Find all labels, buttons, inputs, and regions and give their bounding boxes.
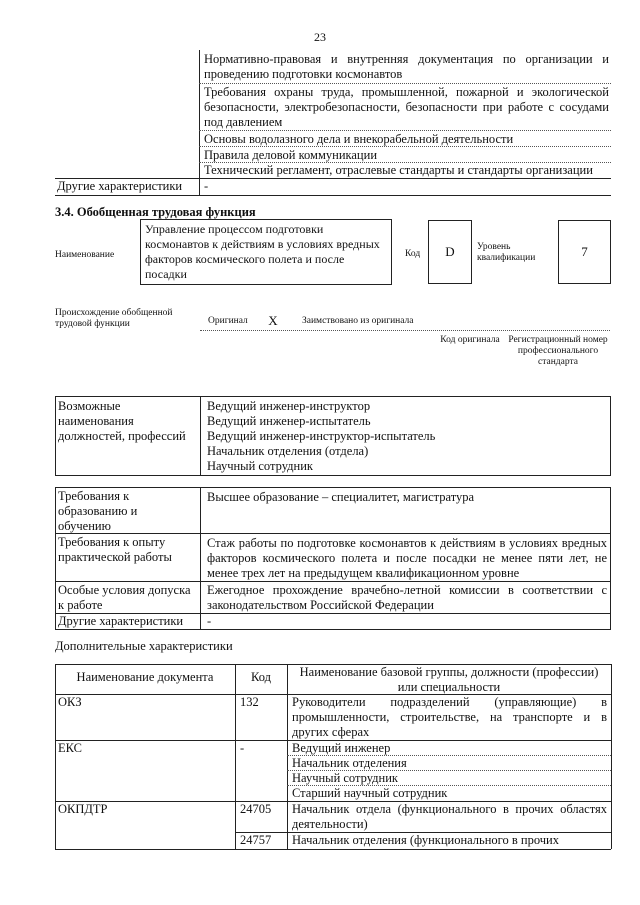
- header-doc-name: Наименование документа: [76, 670, 214, 684]
- code-label: Код: [405, 249, 421, 259]
- requirement-value: Ежегодное прохождение врачебно-летной комиссии в соответствии с законодательством Российской Федерации: [207, 583, 607, 612]
- position-item: Ведущий инженер-инструктор-испытатель: [207, 429, 436, 443]
- original-label: Оригинал: [208, 316, 248, 326]
- row-name: Старший научный сотрудник: [292, 786, 448, 800]
- row-code: 24757: [240, 833, 272, 847]
- row-name: Начальник отдела (функционального в прочих областях деятельности): [292, 802, 607, 831]
- code-original-label: Код оригинала: [440, 335, 500, 345]
- reg-number-label: Регистрационный номер профессионального стандарта: [508, 335, 608, 367]
- row-doc: ОКПДТР: [58, 802, 108, 816]
- row-name: Начальник отделения (функционального в прочих: [292, 833, 559, 847]
- top-item: Технический регламент, отраслевые стандарты и стандарты организации: [204, 163, 593, 177]
- row-code: 132: [240, 695, 259, 709]
- requirement-label: Другие характеристики: [58, 614, 184, 628]
- row-name: Научный сотрудник: [292, 771, 398, 785]
- level-value: 7: [581, 244, 588, 259]
- requirement-label: Особые условия допуска к работе: [58, 583, 191, 612]
- row-name: Руководители подразделений (управляющие) в промышленности, строительстве, на транспорте и в других сферах: [292, 695, 607, 739]
- position-item: Начальник отделения (отдела): [207, 444, 369, 458]
- header-group-name: Наименование базовой группы, должности (профессии) или специальности: [299, 665, 599, 694]
- page-number: 23: [314, 30, 326, 44]
- requirement-label: Требования к опыту практической работы: [58, 535, 172, 564]
- code-value: D: [445, 244, 455, 259]
- position-item: Ведущий инженер-инструктор: [207, 399, 371, 413]
- top-item: Правила деловой коммуникации: [204, 148, 378, 162]
- position-item: Научный сотрудник: [207, 459, 313, 473]
- row-code: -: [240, 741, 245, 755]
- row-name: Ведущий инженер: [292, 741, 391, 755]
- row-code: 24705: [240, 802, 272, 816]
- top-item: Требования охраны труда, промышленной, пожарной и экологической безопасности, электробезопасности, безопасности при работе с сосудами под давлением: [204, 85, 609, 129]
- additional-title: Дополнительные характеристики: [55, 639, 233, 653]
- other-characteristics-label: Другие характеристики: [57, 179, 183, 193]
- row-doc: ЕКС: [58, 741, 82, 755]
- other-characteristics-value: -: [204, 179, 209, 193]
- level-label: Уровень квалификации: [477, 242, 536, 263]
- positions-label: Возможные наименования должностей, профессий: [58, 399, 186, 443]
- top-item: Основы водолазного дела и внекорабельной деятельности: [204, 132, 514, 146]
- section-heading: 3.4. Обобщенная трудовая функция: [55, 205, 256, 219]
- requirement-value: -: [207, 614, 212, 628]
- row-name: Начальник отделения: [292, 756, 407, 770]
- requirement-label: Требования к образованию и обучению: [58, 489, 138, 533]
- requirement-value: Стаж работы по подготовке космонавтов к действиям в условиях вредных факторов космического полета и после посадки не менее пяти лет, не менее трех лет на предыдущем квалификационном уровне: [207, 536, 607, 580]
- name-label: Наименование: [55, 250, 115, 260]
- origin-label: Происхождение обобщенной трудовой функции: [55, 308, 173, 329]
- borrowed-label: Заимствовано из оригинала: [302, 316, 414, 326]
- row-doc: ОКЗ: [58, 695, 82, 709]
- position-item: Ведущий инженер-испытатель: [207, 414, 371, 428]
- requirement-value: Высшее образование – специалитет, магистратура: [207, 490, 475, 504]
- header-code: Код: [251, 670, 271, 684]
- original-mark: X: [268, 313, 278, 328]
- top-item: Нормативно-правовая и внутренняя документация по организации и проведению подготовки космонавтов: [204, 52, 609, 81]
- name-value: Управление процессом подготовки космонавтов к действиям в условиях вредных факторов космического полета и после посадки: [145, 222, 380, 281]
